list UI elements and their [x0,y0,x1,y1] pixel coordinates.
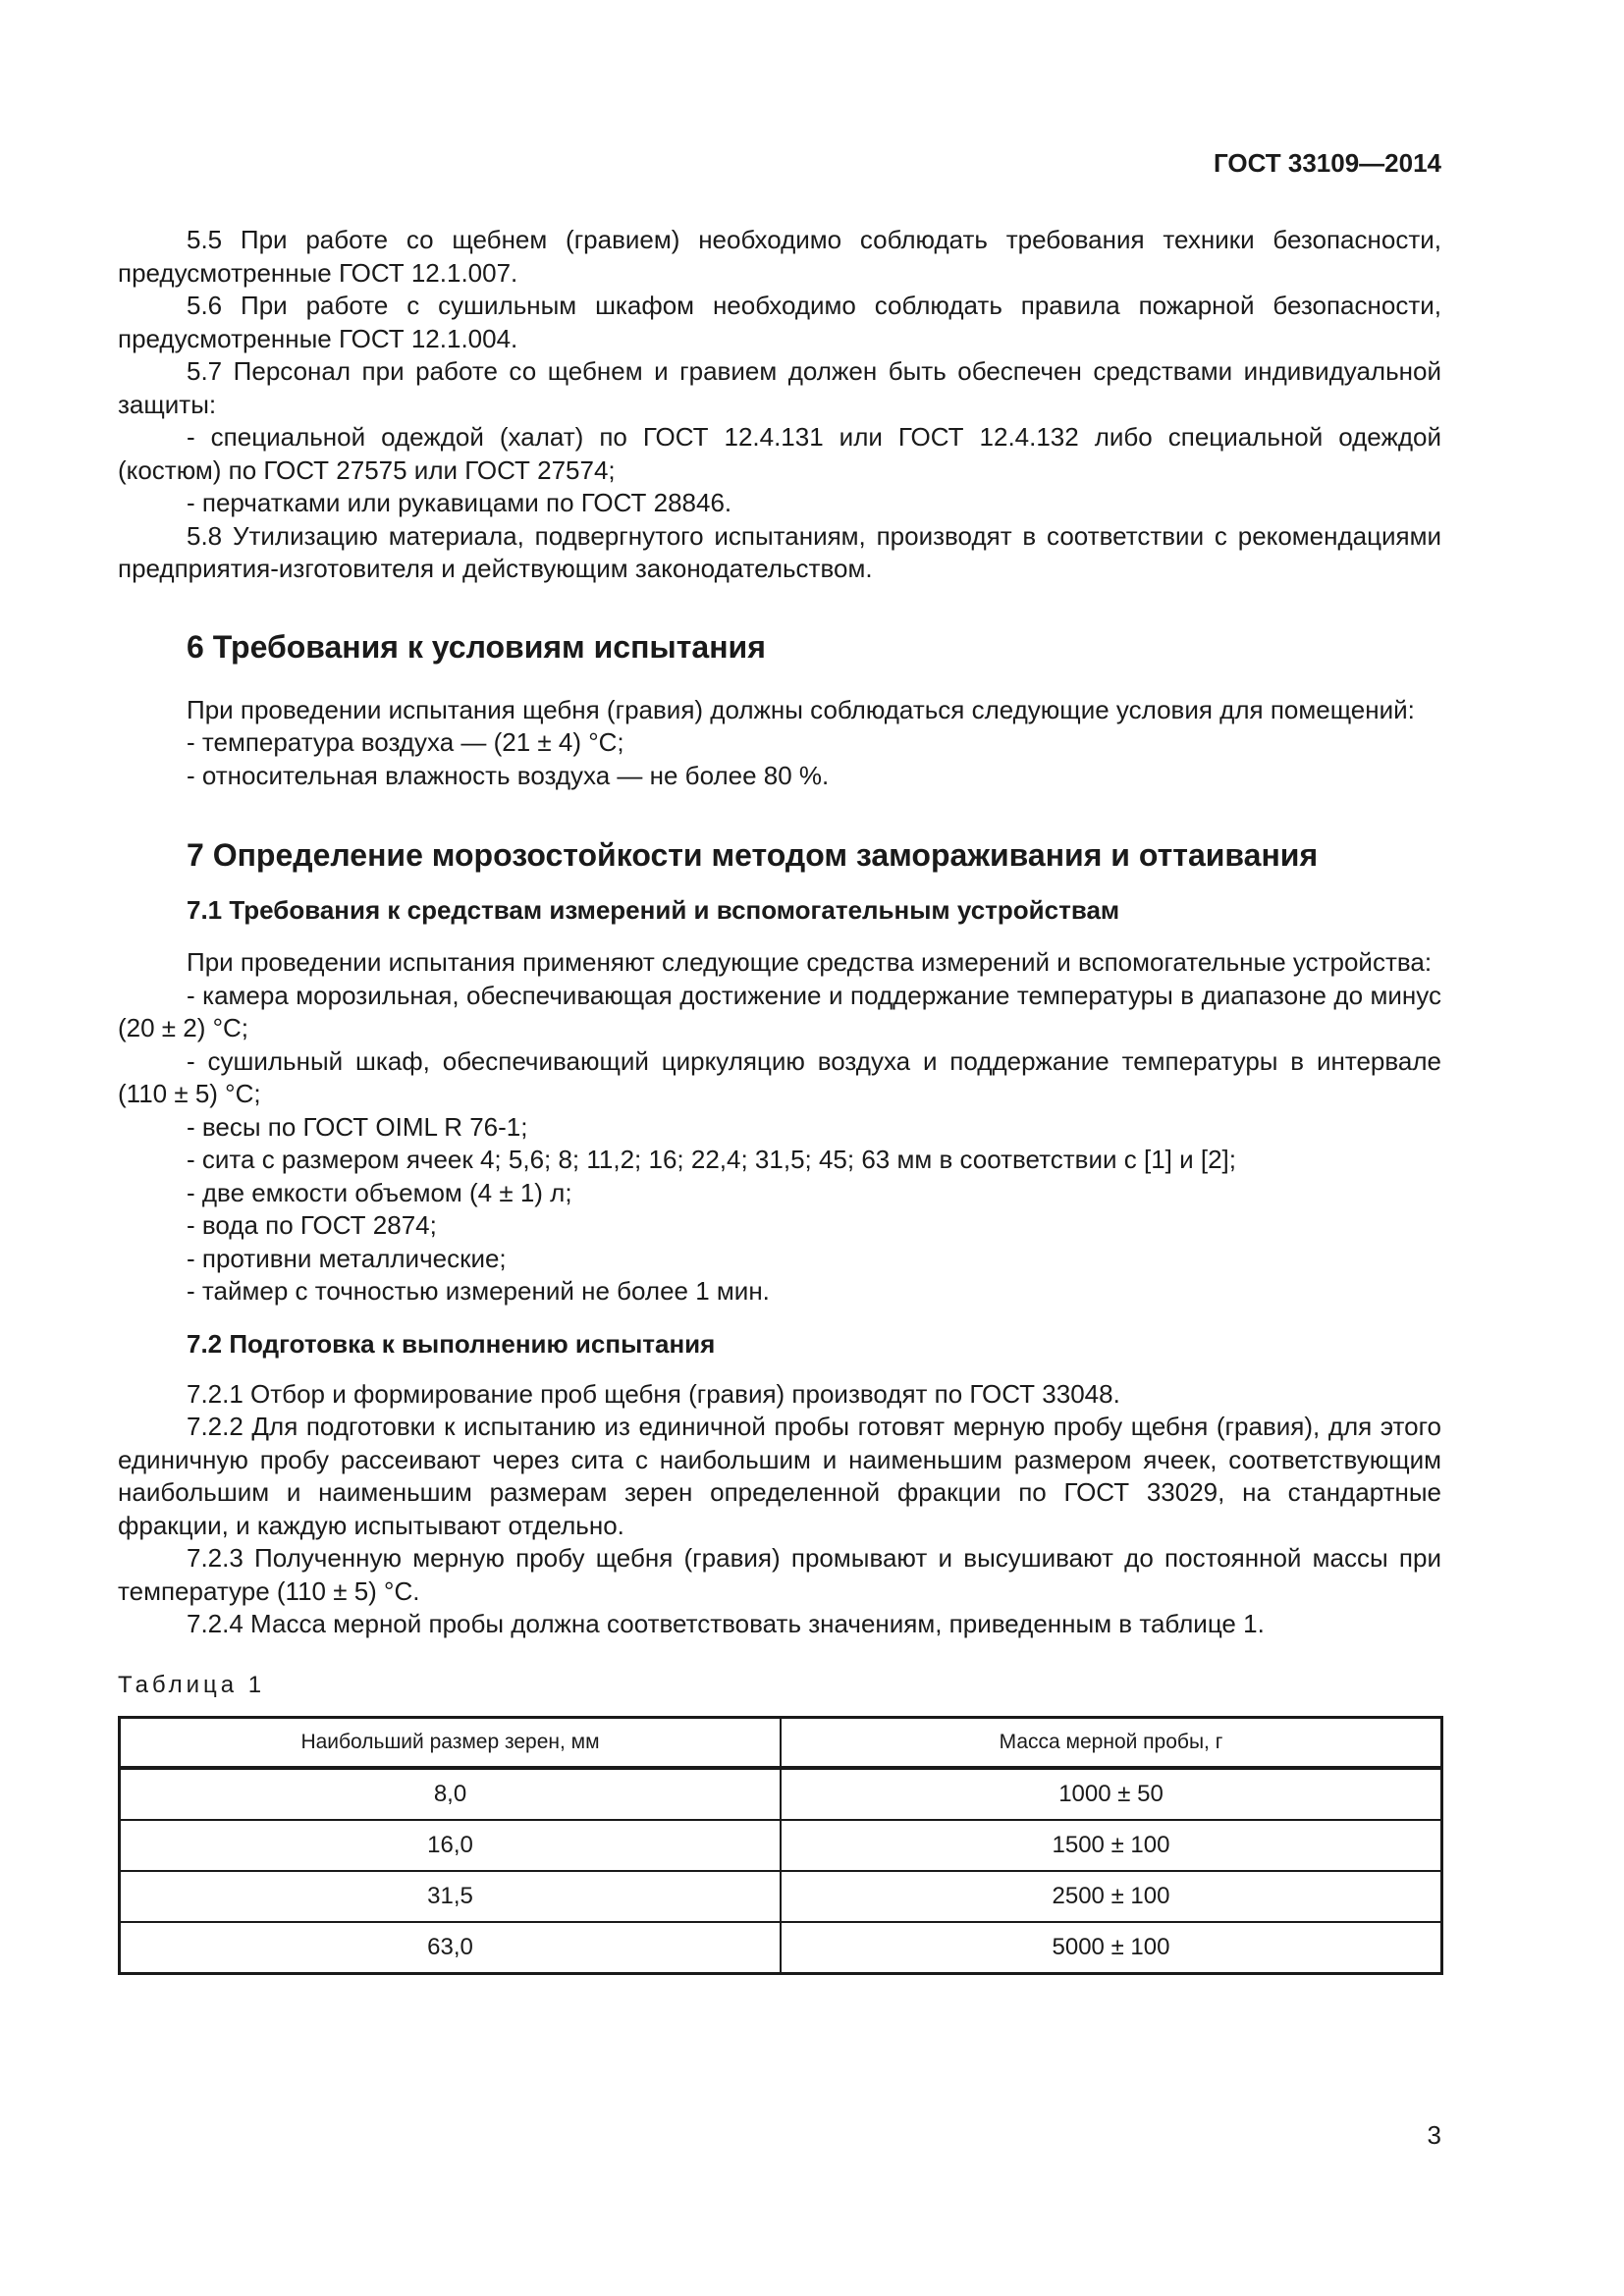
subsection-7-1-body [118,946,1441,1308]
subsection-7-1-heading: 7.1 Требования к средствам измерений и вспомогательным устройствам [187,895,1120,925]
section-6-body [118,694,1441,793]
table-cell: 5000 ± 100 [781,1922,1442,1974]
list-item: - перчатками или рукавицами по ГОСТ 28846. [187,488,732,517]
list-item: - вода по ГОСТ 2874; [187,1210,437,1240]
table-row [120,1871,1442,1922]
subsection-7-2-heading: 7.2 Подготовка к выполнению испытания [187,1328,716,1359]
paragraph: 7.2.1 Отбор и формирование проб щебня (гравия) производят по ГОСТ 33048. [187,1378,1120,1409]
paragraph: 7.2.4 Масса мерной пробы должна соответствовать значениям, приведенным в таблице 1. [187,1609,1265,1638]
section-7-heading: 7 Определение морозостойкости методом замораживания и оттаивания [187,837,1319,873]
list-item: - сушильный шкаф, обеспечивающий циркуляцию воздуха и поддержание температуры в интервале (110 ± 5) °С; [118,1045,1441,1108]
list-item: - камера морозильная, обеспечивающая достижение и поддержание температуры в диапазоне до минус (20 ± 2) °С; [118,980,1441,1042]
list-item: - специальной одеждой (халат) по ГОСТ 12.4.131 или ГОСТ 12.4.132 либо специальной одеждой (костюм) по ГОСТ 27575 или ГОСТ 27574; [118,422,1441,485]
page-number: 3 [1427,2120,1441,2150]
paragraph: 5.7 Персонал при работе со щебнем и гравием должен быть обеспечен средствами индивидуальной защиты: [118,356,1441,419]
list-item: - весы по ГОСТ OIML R 76-1; [187,1111,528,1142]
list-item: - температура воздуха — (21 ± 4) °С; [187,727,624,757]
table-cell: 1500 ± 100 [781,1820,1442,1871]
table-cell: 1000 ± 50 [781,1768,1442,1820]
paragraph: При проведении испытания щебня (гравия) должны соблюдаться следующие условия для помещений: [187,694,1415,724]
page-body [118,224,1441,1975]
list-item: - две емкости объемом (4 ± 1) л; [187,1177,572,1207]
table-row [120,1922,1442,1974]
table-cell: 2500 ± 100 [781,1871,1442,1922]
paragraph: 7.2.2 Для подготовки к испытанию из единичной пробы готовят мерную пробу щебня (гравия), для этого единичную пробу рассеивают через сита с наибольшим и наименьшим размером ячеек, соответствующим наибольшим и наименьшим размерам зерен определенной фракции по ГОСТ 33029, на стандартные фракции, и каждую испытывают отдельно. [118,1412,1441,1540]
list-item: - сита с размером ячеек 4; 5,6; 8; 11,2; 16; 22,4; 31,5; 45; 63 мм в соответствии с [1] и [2]; [187,1145,1236,1174]
list-item: - противни металлические; [187,1243,507,1273]
paragraph: 5.5 При работе со щебнем (гравием) необходимо соблюдать требования техники безопасности, предусмотренные ГОСТ 12.1.007. [118,225,1441,288]
paragraph: При проведении испытания применяют следующие средства измерений и вспомогательные устройства: [187,947,1433,977]
list-item: - относительная влажность воздуха — не более 80 %. [187,760,830,790]
document-id: ГОСТ 33109—2014 [1214,148,1441,178]
paragraph: 5.6 При работе с сушильным шкафом необходимо соблюдать правила пожарной безопасности, предусмотренные ГОСТ 12.1.004. [118,291,1441,353]
section-6-heading: 6 Требования к условиям испытания [187,628,766,665]
table-cell: 16,0 [120,1820,782,1871]
table-caption: Таблица 1 [118,1671,266,1698]
sample-mass-table [118,1716,1443,1975]
table-cell: 31,5 [120,1871,782,1922]
paragraph: 7.2.3 Полученную мерную пробу щебня (гравия) промывают и высушивают до постоянной массы при температуре (110 ± 5) °С. [118,1543,1441,1606]
table-header-row [120,1717,1442,1768]
table-row [120,1768,1442,1820]
table-cell: 63,0 [120,1922,782,1974]
table-cell: 8,0 [120,1768,782,1820]
paragraph: 5.8 Утилизацию материала, подвергнутого испытаниям, производят в соответствии с рекомендациями предприятия-изготовителя и действующим законодательством. [118,520,1441,583]
list-item: - таймер с точностью измерений не более 1 мин. [187,1276,770,1306]
column-header: Наибольший размер зерен, мм [120,1717,782,1768]
column-header: Масса мерной пробы, г [781,1717,1442,1768]
table-row [120,1820,1442,1871]
section-5-continued [118,224,1441,586]
subsection-7-2-body [118,1378,1441,1641]
